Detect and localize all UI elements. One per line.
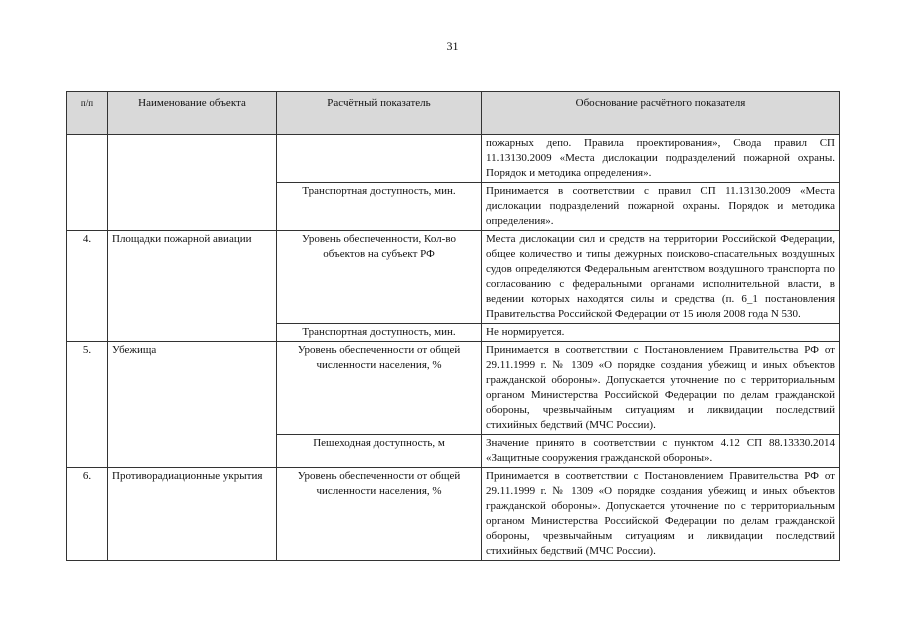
cell-num <box>67 135 108 231</box>
cell-indicator: Транспортная доступность, мин. <box>277 324 482 342</box>
table-row <box>67 135 840 183</box>
cell-object-name: Убежища <box>108 342 277 468</box>
cell-indicator: Транспортная доступность, мин. <box>277 183 482 231</box>
cell-justification: Места дислокации сил и средств на территории Российской Федерации, общее количество и типы дежурных поисково-спасательных воздушных судов определяются Федеральным агентством воздушного транспорта по согласованию с федеральными органами исполнительной власти, в ведении которых находятся силы и средства (п. 6_1 постановления Правительства Российской Федерации от 15 июля 2008 года N 530. <box>482 231 840 324</box>
cell-justification: Принимается в соответствии с Постановлением Правительства РФ от 29.11.1999 г. № 1309 «О порядке создания убежищ и иных объектов гражданской обороны». Допускается уточнение по с территориальным органом Министерства Российской Федерации по делам гражданской обороны, чрезвычайным ситуациям и ликвидации последствий стихийных бедствий (МЧС России). <box>482 468 840 561</box>
table-header-row <box>67 92 840 135</box>
page-number: 31 <box>446 39 459 53</box>
cell-object-name: Площадки пожарной авиации <box>108 231 277 342</box>
cell-indicator: Уровень обеспеченности от общей численности населения, % <box>277 468 482 561</box>
cell-object-name: Противорадиационные укрытия <box>108 468 277 561</box>
cell-indicator <box>277 135 482 183</box>
header-num: п/п <box>67 92 108 135</box>
table-row <box>67 231 840 324</box>
header-indicator: Расчётный показатель <box>277 92 482 135</box>
cell-indicator: Уровень обеспеченности, Кол-во объектов на субъект РФ <box>277 231 482 324</box>
cell-justification: Значение принято в соответствии с пунктом 4.12 СП 88.13330.2014 «Защитные сооружения гражданской обороны». <box>482 435 840 468</box>
header-justification: Обоснование расчётного показателя <box>482 92 840 135</box>
cell-justification: пожарных депо. Правила проектирования», Свода правил СП 11.13130.2009 «Места дислокации подразделений пожарной охраны. Порядок и методика определения». <box>482 135 840 183</box>
cell-justification: Не нормируется. <box>482 324 840 342</box>
cell-justification: Принимается в соответствии с правил СП 11.13130.2009 «Места дислокации подразделений пожарной охраны. Порядок и методика определения». <box>482 183 840 231</box>
table-row <box>67 342 840 435</box>
cell-object-name <box>108 135 277 231</box>
norms-table <box>66 91 840 561</box>
table-row <box>67 468 840 561</box>
cell-indicator: Пешеходная доступность, м <box>277 435 482 468</box>
cell-num: 6. <box>67 468 108 561</box>
header-object-name: Наименование объекта <box>108 92 277 135</box>
cell-justification: Принимается в соответствии с Постановлением Правительства РФ от 29.11.1999 г. № 1309 «О порядке создания убежищ и иных объектов гражданской обороны». Допускается уточнение по с территориальным органом Министерства Российской Федерации по делам гражданской обороны, чрезвычайным ситуациям и ликвидации последствий стихийных бедствий (МЧС России). <box>482 342 840 435</box>
cell-num: 5. <box>67 342 108 468</box>
cell-indicator: Уровень обеспеченности от общей численности населения, % <box>277 342 482 435</box>
cell-num: 4. <box>67 231 108 342</box>
